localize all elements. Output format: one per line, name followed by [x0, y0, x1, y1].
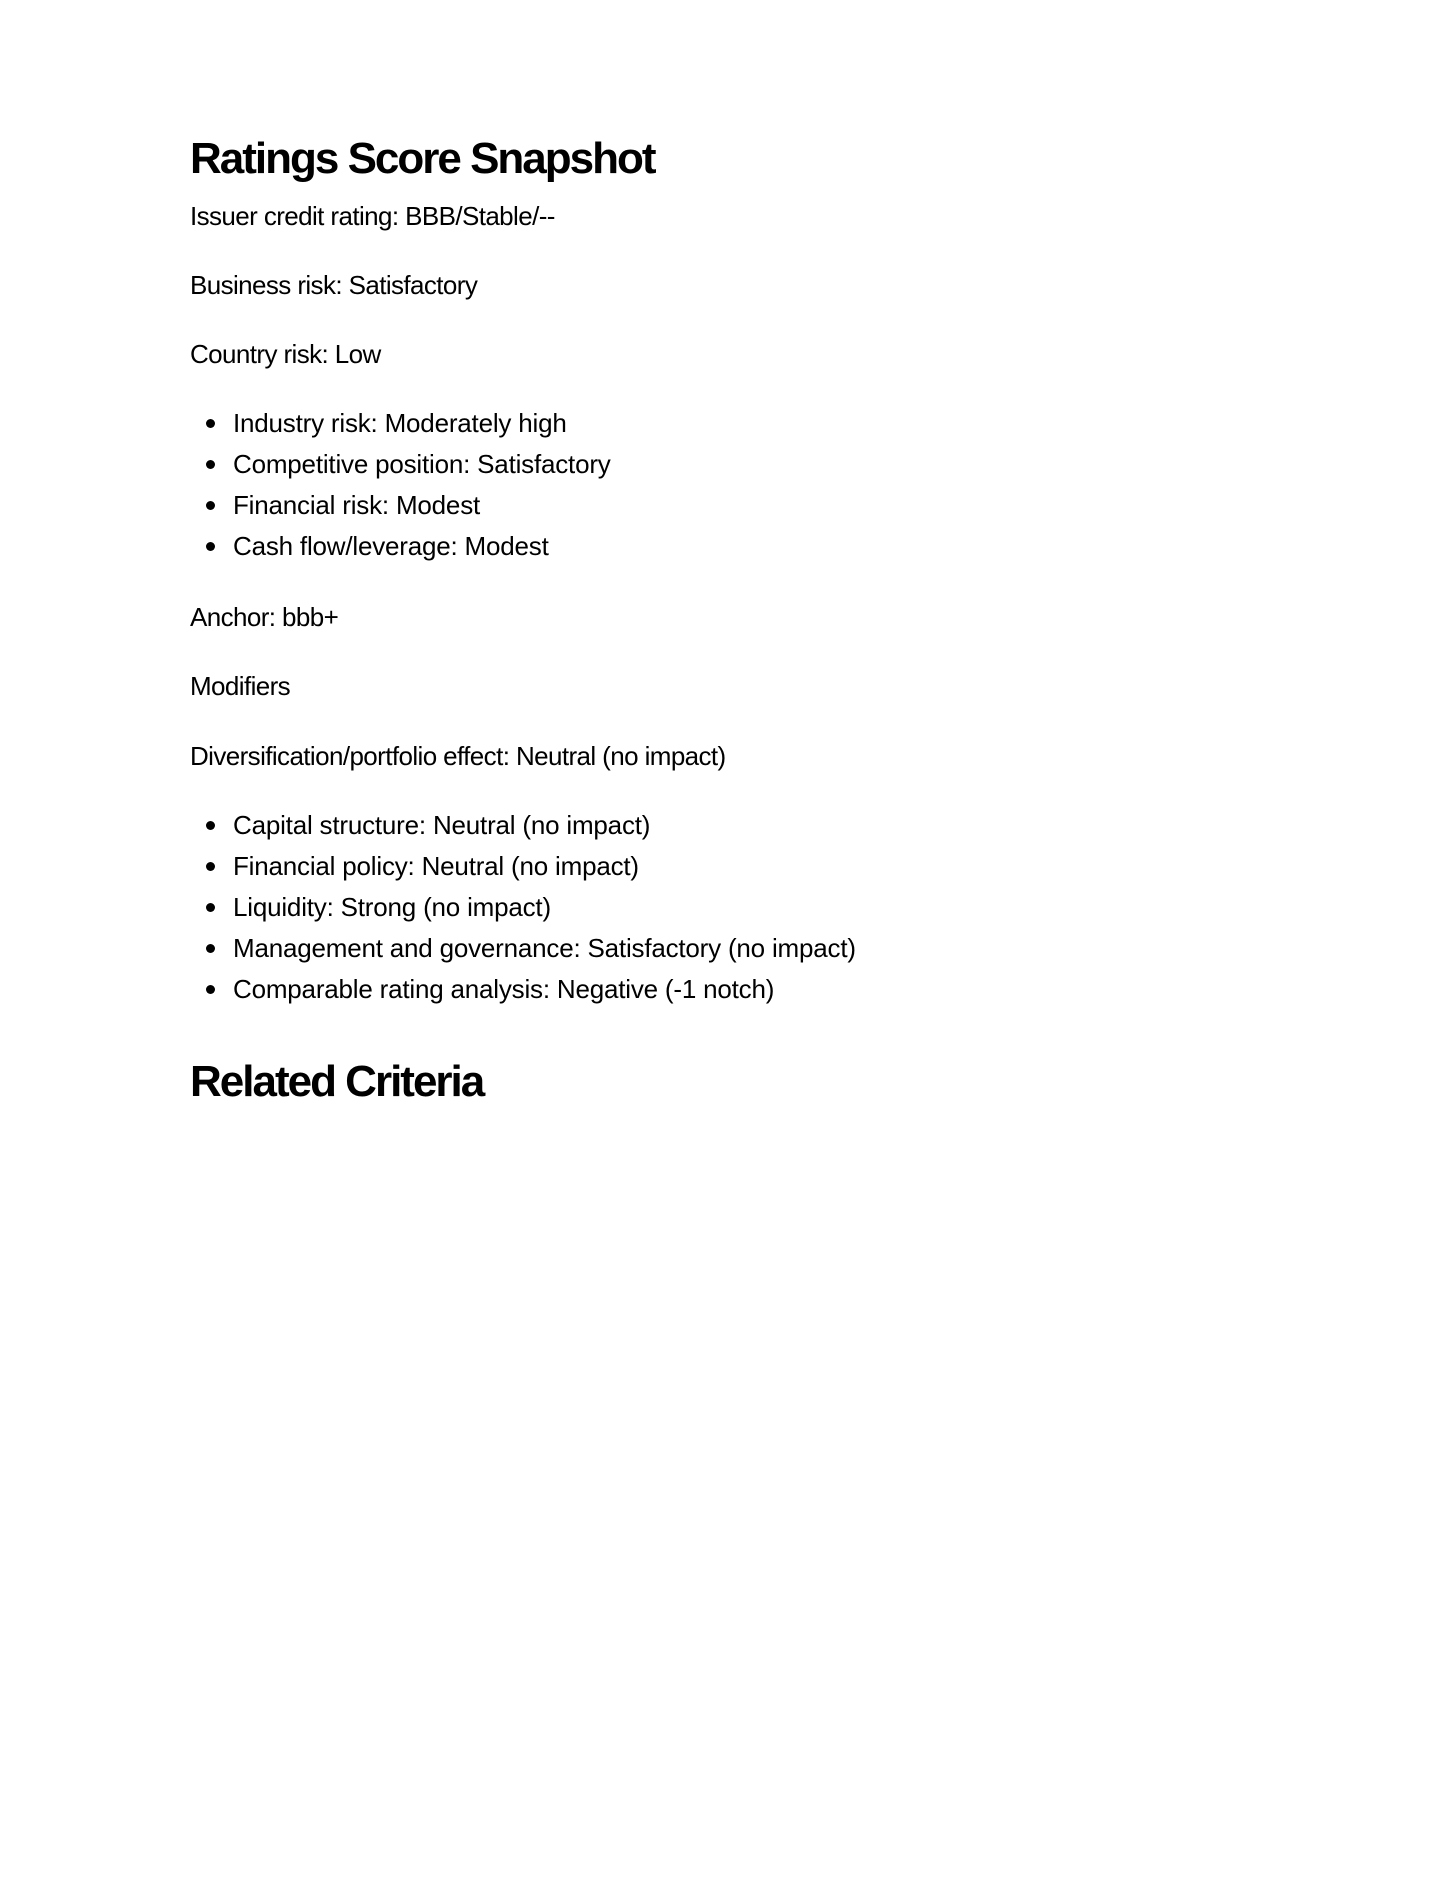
list-item-text: Comparable rating analysis: Negative (-1 notch) — [233, 974, 775, 1004]
bullet-icon — [206, 460, 215, 469]
anchor: Anchor: bbb+ — [190, 602, 339, 632]
bullet-icon — [206, 985, 215, 994]
bullet-icon — [206, 903, 215, 912]
list-item — [190, 935, 856, 976]
bullet-icon — [206, 419, 215, 428]
business-risk: Business risk: Satisfactory — [190, 270, 478, 300]
list-item — [190, 451, 611, 492]
list-item-text: Financial policy: Neutral (no impact) — [233, 851, 639, 881]
list-item-text: Cash flow/leverage: Modest — [233, 531, 549, 561]
list-item-text: Capital structure: Neutral (no impact) — [233, 810, 651, 840]
list-item-text: Industry risk: Moderately high — [233, 408, 567, 438]
list-item — [190, 533, 611, 574]
bullet-icon — [206, 501, 215, 510]
modifiers-label: Modifiers — [190, 671, 291, 701]
list-item — [190, 976, 856, 1017]
bullet-icon — [206, 821, 215, 830]
modifiers-list — [190, 812, 856, 1017]
list-item-text: Competitive position: Satisfactory — [233, 449, 611, 479]
section-title-related-criteria: Related Criteria — [190, 1057, 484, 1106]
list-item — [190, 492, 611, 533]
issuer-credit-rating: Issuer credit rating: BBB/Stable/-- — [190, 201, 555, 231]
list-item — [190, 410, 611, 451]
country-risk: Country risk: Low — [190, 339, 381, 369]
bullet-icon — [206, 542, 215, 551]
list-item — [190, 812, 856, 853]
list-item — [190, 894, 856, 935]
list-item-text: Liquidity: Strong (no impact) — [233, 892, 551, 922]
business-risk-list — [190, 410, 611, 574]
diversification-effect: Diversification/portfolio effect: Neutral (no impact) — [190, 741, 726, 771]
bullet-icon — [206, 862, 215, 871]
list-item — [190, 853, 856, 894]
bullet-icon — [206, 944, 215, 953]
list-item-text: Management and governance: Satisfactory (no impact) — [233, 933, 856, 963]
section-title-ratings-score-snapshot: Ratings Score Snapshot — [190, 134, 655, 183]
list-item-text: Financial risk: Modest — [233, 490, 481, 520]
